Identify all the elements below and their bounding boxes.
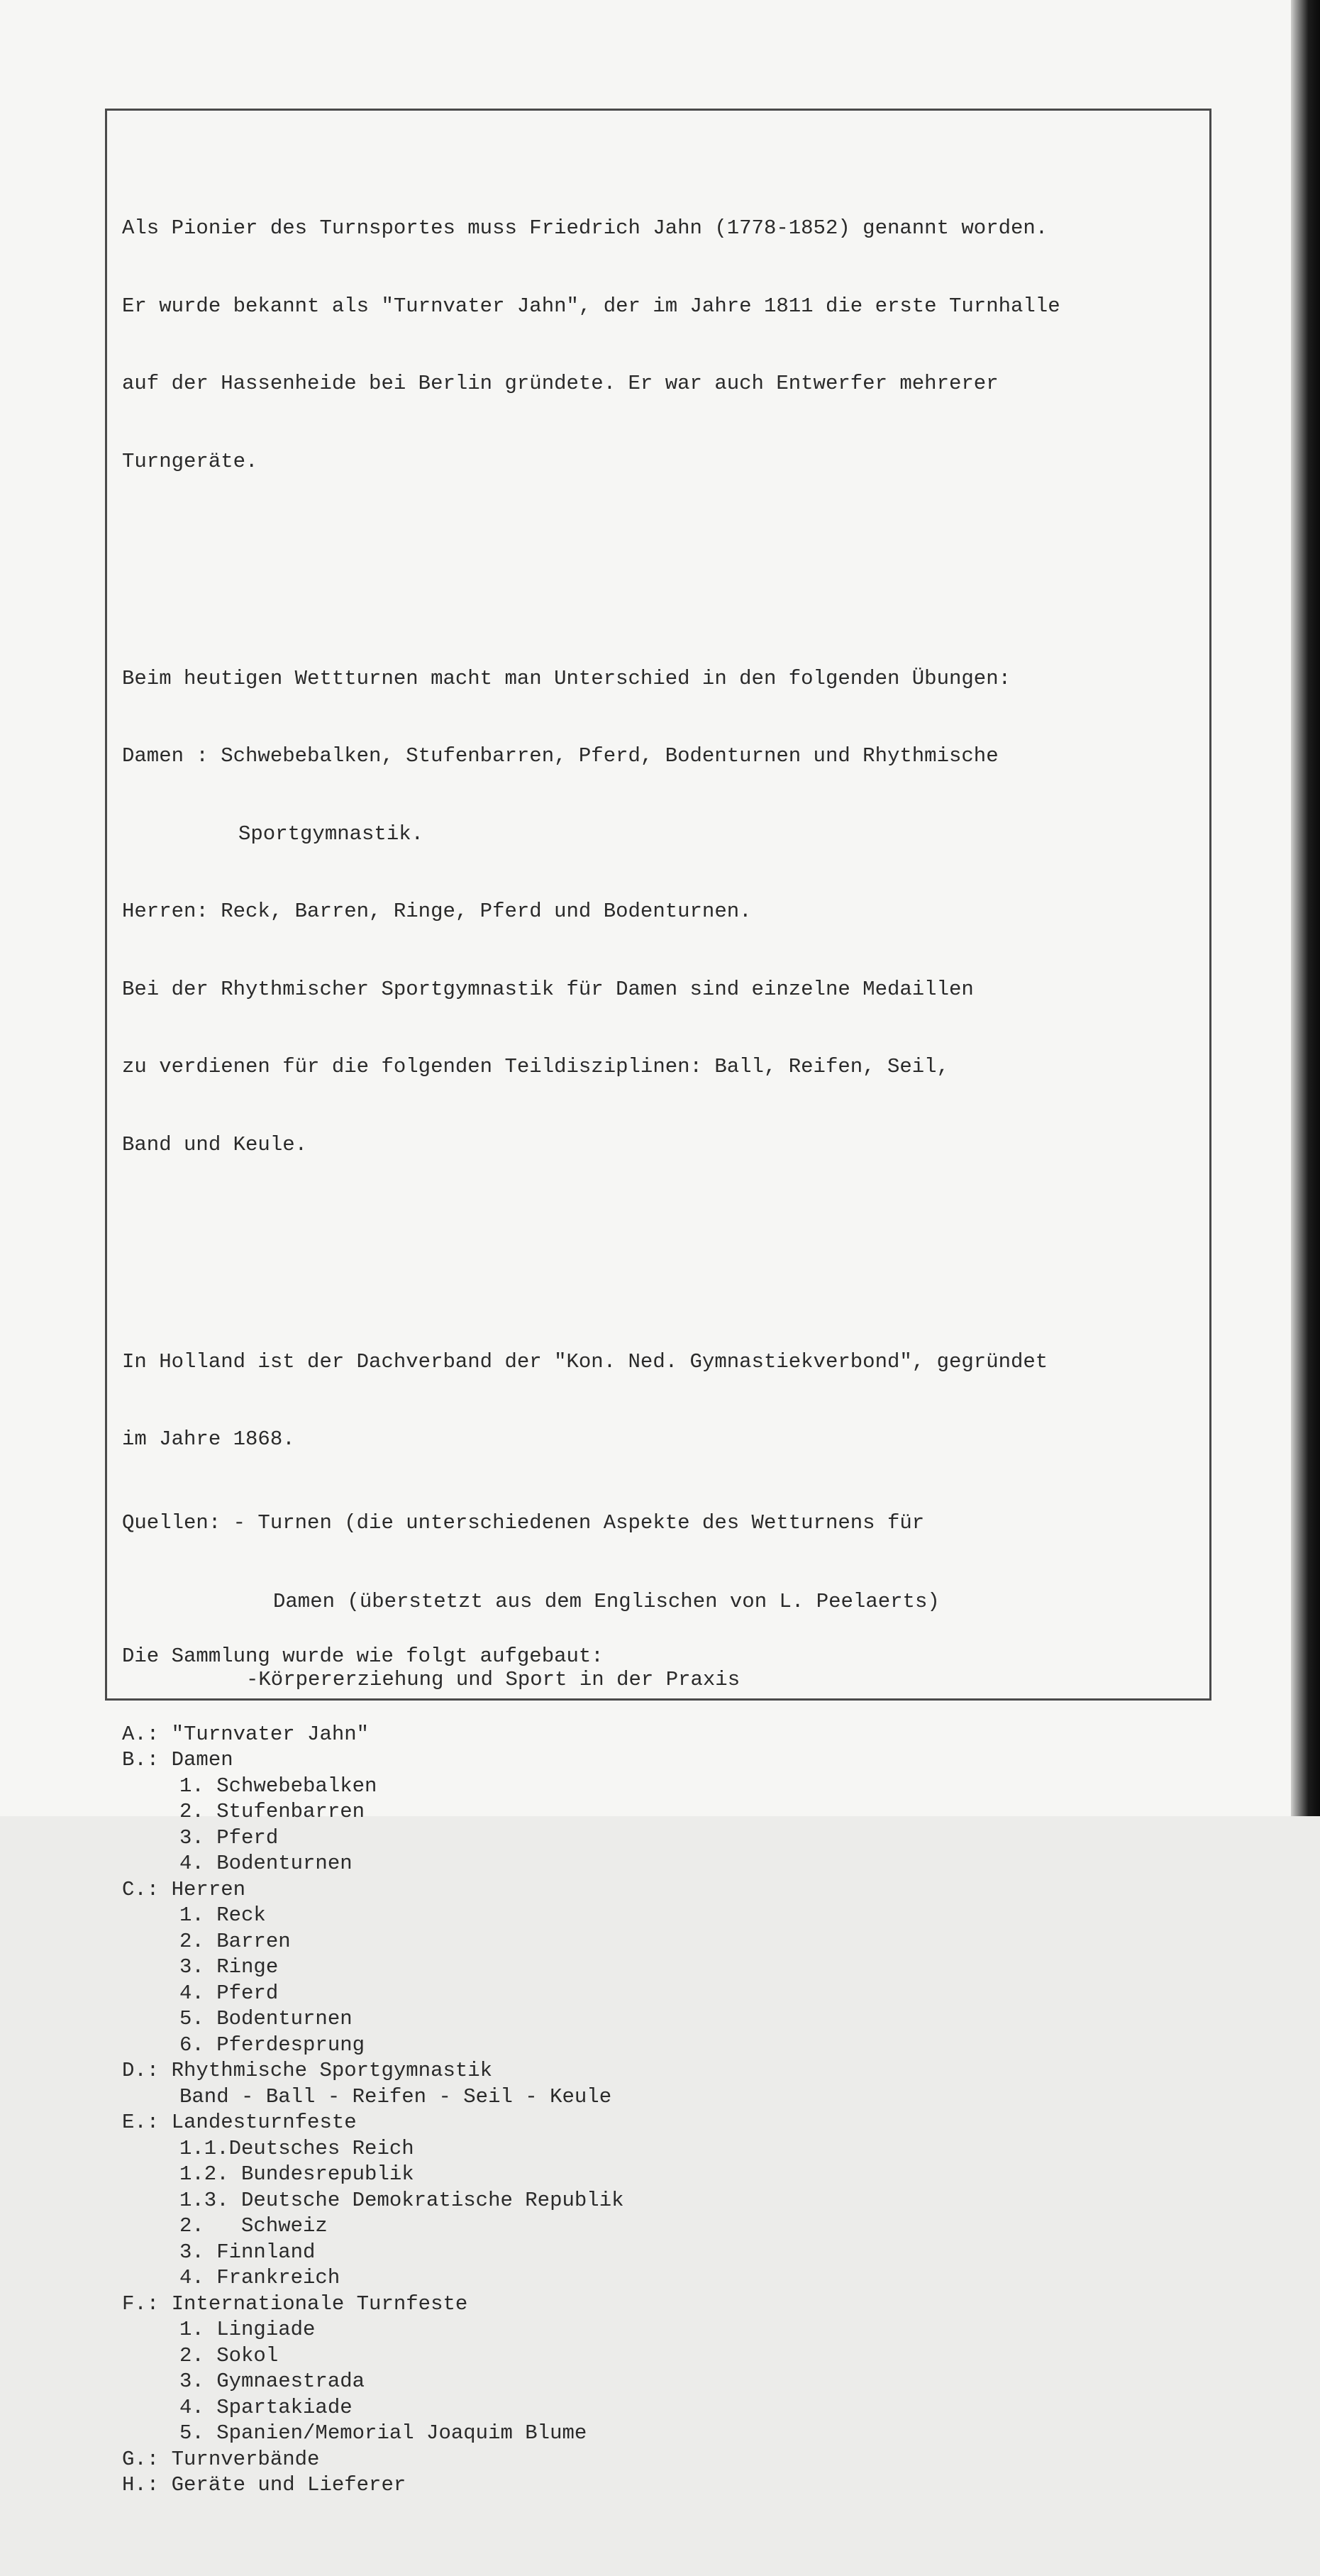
text-line: Er wurde bekannt als "Turnvater Jahn", der im Jahre 1811 die erste Turnhalle [122, 294, 1060, 318]
section-heading: B.: Damen [122, 1748, 233, 1771]
scan-edge-shadow [1291, 0, 1320, 1816]
text-line: Sportgymnastik. [238, 822, 424, 846]
list-item: 2. Schweiz [179, 2214, 328, 2238]
collection-sections [122, 1722, 1200, 2499]
list-item: 4. Bodenturnen [179, 1852, 353, 1875]
list-item: 4. Spartakiade [179, 2395, 353, 2419]
list-item: 5. Bodenturnen [179, 2007, 353, 2030]
section-heading: E.: Landesturnfeste [122, 2111, 357, 2134]
list-item: 2. Barren [179, 1929, 291, 1953]
list-item: 1.3. Deutsche Demokratische Republik [179, 2188, 624, 2212]
list-item: 3. Finnland [179, 2240, 316, 2264]
text-line: Turngeräte. [122, 449, 258, 473]
text-line: auf der Hassenheide bei Berlin gründete. Er war auch Entwerfer mehrerer [122, 372, 999, 395]
collection-intro: Die Sammlung wurde wie folgt aufgebaut: [122, 1644, 604, 1668]
sources-line: Quellen: - Turnen (die unterschiedenen Aspekte des Wetturnens für [122, 1511, 925, 1535]
sources-block [122, 1457, 1200, 1719]
text-line: Herren: Reck, Barren, Ringe, Pferd und Bodenturnen. [122, 900, 752, 923]
section-heading: H.: Geräte und Lieferer [122, 2473, 406, 2497]
list-item: 2. Stufenbarren [179, 1800, 365, 1823]
section-heading: D.: Rhythmische Sportgymnastik [122, 2059, 493, 2082]
section-heading: A.: "Turnvater Jahn" [122, 1722, 370, 1746]
section-heading: G.: Turnverbände [122, 2447, 320, 2471]
list-item: 4. Frankreich [179, 2266, 340, 2289]
intro-paragraph [122, 164, 1200, 526]
list-item: 3. Gymnaestrada [179, 2370, 365, 2393]
sources-line: Damen (überstetzt aus dem Englischen von L. Peelaerts) [273, 1589, 940, 1613]
list-item: Band - Ball - Reifen - Seil - Keule [179, 2084, 612, 2108]
text-line: im Jahre 1868. [122, 1427, 295, 1451]
section-heading: F.: Internationale Turnfeste [122, 2292, 468, 2316]
list-item: 4. Pferd [179, 1981, 279, 2005]
list-item: 1. Lingiade [179, 2318, 316, 2341]
sources-line: -Körpererziehung und Sport in der Praxis [246, 1668, 741, 1691]
typed-text-body [122, 112, 1200, 2576]
text-line: Beim heutigen Wettturnen macht man Unterschied in den folgenden Übungen: [122, 666, 1011, 690]
list-item: 1. Reck [179, 1903, 266, 1927]
list-item: 3. Ringe [179, 1955, 279, 1979]
list-item: 1. Schwebebalken [179, 1774, 377, 1798]
text-line: Bei der Rhythmischer Sportgymnastik für Damen sind einzelne Medaillen [122, 977, 974, 1001]
list-item: 5. Spanien/Memorial Joaquim Blume [179, 2421, 587, 2445]
text-line: Band und Keule. [122, 1132, 308, 1156]
disciplines-paragraph [122, 614, 1200, 1210]
list-item: 1.1.Deutsches Reich [179, 2136, 414, 2160]
text-line: zu verdienen für die folgenden Teildisziplinen: Ball, Reifen, Seil, [122, 1055, 949, 1078]
text-line: In Holland ist der Dachverband der "Kon. Ned. Gymnastiekverbond", gegründet [122, 1349, 1048, 1373]
list-item: 3. Pferd [179, 1825, 279, 1850]
section-heading: C.: Herren [122, 1877, 246, 1901]
list-item: 2. Sokol [179, 2343, 279, 2367]
collection-outline [122, 1592, 1200, 2550]
text-line: Damen : Schwebebalken, Stufenbarren, Pferd, Bodenturnen und Rhythmische [122, 744, 999, 768]
list-item: 1.2. Bundesrepublik [179, 2162, 414, 2186]
list-item: 6. Pferdesprung [179, 2033, 365, 2057]
text-line: Als Pionier des Turnsportes muss Friedrich Jahn (1778-1852) genannt worden. [122, 216, 1048, 240]
